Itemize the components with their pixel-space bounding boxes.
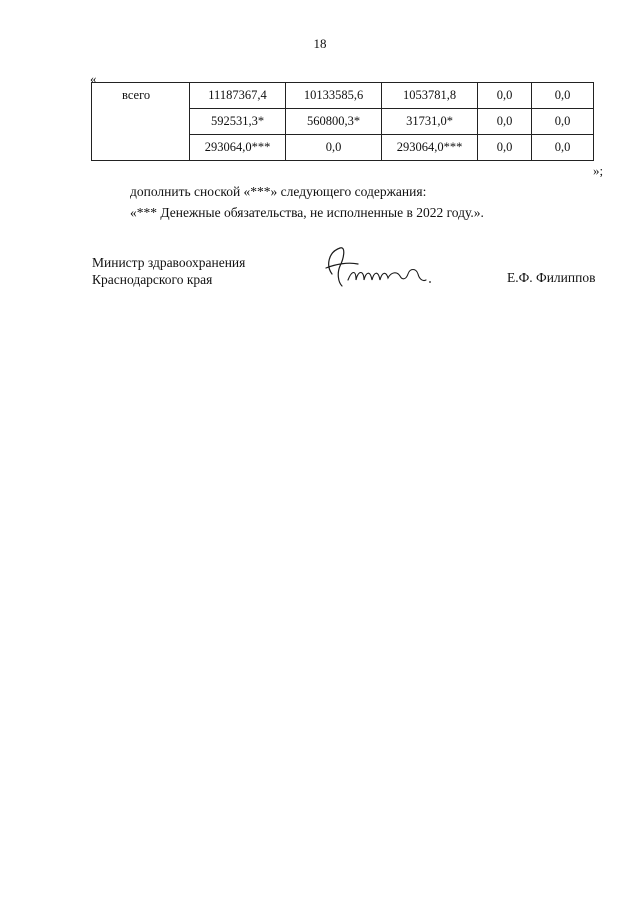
table-cell: 0,0 xyxy=(532,135,594,161)
amendment-instruction: дополнить сноской «***» следующего содержания: xyxy=(130,184,427,199)
table-cell: 10133585,6 xyxy=(286,83,382,109)
table-cell: 293064,0*** xyxy=(382,135,478,161)
row-label: всего xyxy=(92,83,190,161)
signer-position-line: Министр здравоохранения xyxy=(92,255,246,270)
table-cell: 560800,3* xyxy=(286,109,382,135)
signer-position xyxy=(92,254,245,288)
signer-name: Е.Ф. Филиппов xyxy=(507,270,596,285)
footnote-text: «*** Денежные обязательства, не исполненные в 2022 году.». xyxy=(130,205,484,220)
table-cell: 31731,0* xyxy=(382,109,478,135)
opening-quote: « xyxy=(90,71,97,86)
signer-position-line: Краснодарского края xyxy=(92,272,213,287)
amendment-table xyxy=(91,82,594,161)
table-cell: 0,0 xyxy=(532,83,594,109)
table-cell: 0,0 xyxy=(286,135,382,161)
table-cell: 11187367,4 xyxy=(190,83,286,109)
table-cell: 0,0 xyxy=(478,109,532,135)
table-row xyxy=(92,83,594,109)
table-cell: 293064,0*** xyxy=(190,135,286,161)
handwritten-signature xyxy=(318,240,438,296)
table-cell: 1053781,8 xyxy=(382,83,478,109)
table-cell: 0,0 xyxy=(478,83,532,109)
table-cell: 592531,3* xyxy=(190,109,286,135)
closing-quote: »; xyxy=(593,163,604,178)
page-number: 18 xyxy=(313,36,327,51)
table-cell: 0,0 xyxy=(532,109,594,135)
table-cell: 0,0 xyxy=(478,135,532,161)
